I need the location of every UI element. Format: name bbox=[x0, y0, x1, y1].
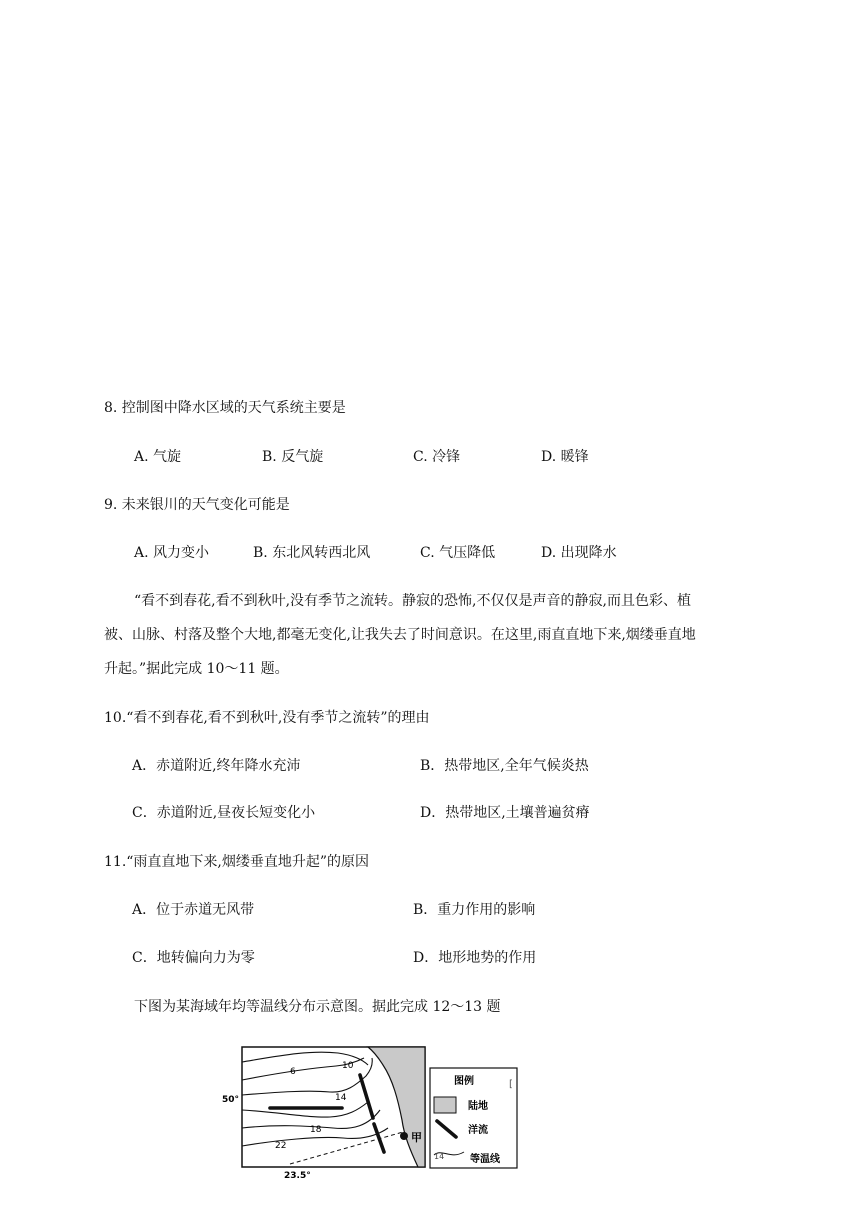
question-11-stem: 11.“雨直直地下来,烟缕垂直地升起”的原因 bbox=[104, 854, 370, 870]
question-9-stem: 9. 未来银川的天气变化可能是 bbox=[104, 497, 290, 513]
q9-option-b: B. 东北风转西北风 bbox=[253, 545, 371, 561]
q10-option-c: C．赤道附近,昼夜长短变化小 bbox=[132, 805, 316, 821]
passage-line-3: 升起。”据此完成 10～11 题。 bbox=[104, 661, 289, 677]
passage-line-2: 被、山脉、村落及整个大地,都毫无变化,让我失去了时间意识。在这里,雨直直地下来,烟缕垂直地 bbox=[104, 627, 696, 643]
q11-option-c: C．地转偏向力为零 bbox=[132, 950, 255, 966]
q10-option-d: D．热带地区,土壤普遍贫瘠 bbox=[420, 805, 590, 821]
legend-land-swatch bbox=[434, 1097, 456, 1113]
isotherm-label-10: 10 bbox=[342, 1061, 354, 1071]
question-10-stem: 10.“看不到春花,看不到秋叶,没有季节之流转”的理由 bbox=[104, 710, 430, 726]
q8-option-d: D. 暖锋 bbox=[541, 449, 589, 465]
q11-option-a: A．位于赤道无风带 bbox=[132, 902, 255, 918]
point-jia-label: 甲 bbox=[411, 1131, 422, 1144]
latitude-label-23-5: 23.5° bbox=[284, 1171, 311, 1181]
q8-option-a: A. 气旋 bbox=[134, 449, 182, 465]
q8-option-b: B. 反气旋 bbox=[262, 449, 324, 465]
legend-isotherm-label: 等温线 bbox=[470, 1154, 500, 1165]
isotherm-label-14: 14 bbox=[335, 1093, 347, 1103]
isotherm-label-6: 6 bbox=[290, 1067, 296, 1077]
q11-option-b: B．重力作用的影响 bbox=[413, 902, 536, 918]
stray-mark: [ bbox=[509, 1079, 513, 1090]
point-jia-marker bbox=[400, 1132, 408, 1140]
isotherm-label-22: 22 bbox=[275, 1141, 287, 1151]
isotherm-map-figure bbox=[218, 1040, 548, 1190]
q10-option-a: A．赤道附近,终年降水充沛 bbox=[132, 758, 301, 774]
legend-land-label: 陆地 bbox=[468, 1101, 488, 1112]
q8-option-c: C. 冷锋 bbox=[413, 449, 461, 465]
q10-option-b: B．热带地区,全年气候炎热 bbox=[420, 758, 589, 774]
questions-12-13-intro: 下图为某海域年均等温线分布示意图。据此完成 12～13 题 bbox=[134, 999, 501, 1015]
question-8-stem: 8. 控制图中降水区域的天气系统主要是 bbox=[104, 400, 346, 416]
q9-option-a: A. 风力变小 bbox=[134, 545, 210, 561]
q9-option-c: C. 气压降低 bbox=[420, 545, 496, 561]
passage-line-1: “看不到春花,看不到秋叶,没有季节之流转。静寂的恐怖,不仅仅是声音的静寂,而且色彩、植 bbox=[134, 593, 691, 609]
isotherm-label-18: 18 bbox=[310, 1125, 322, 1135]
legend-title: 图例 bbox=[454, 1076, 474, 1087]
q9-option-d: D. 出现降水 bbox=[541, 545, 617, 561]
latitude-label-50: 50° bbox=[222, 1095, 240, 1105]
legend-isotherm-sample: 14 bbox=[434, 1152, 445, 1161]
q11-option-d: D．地形地势的作用 bbox=[413, 950, 537, 966]
legend-current-label: 洋流 bbox=[468, 1125, 488, 1136]
